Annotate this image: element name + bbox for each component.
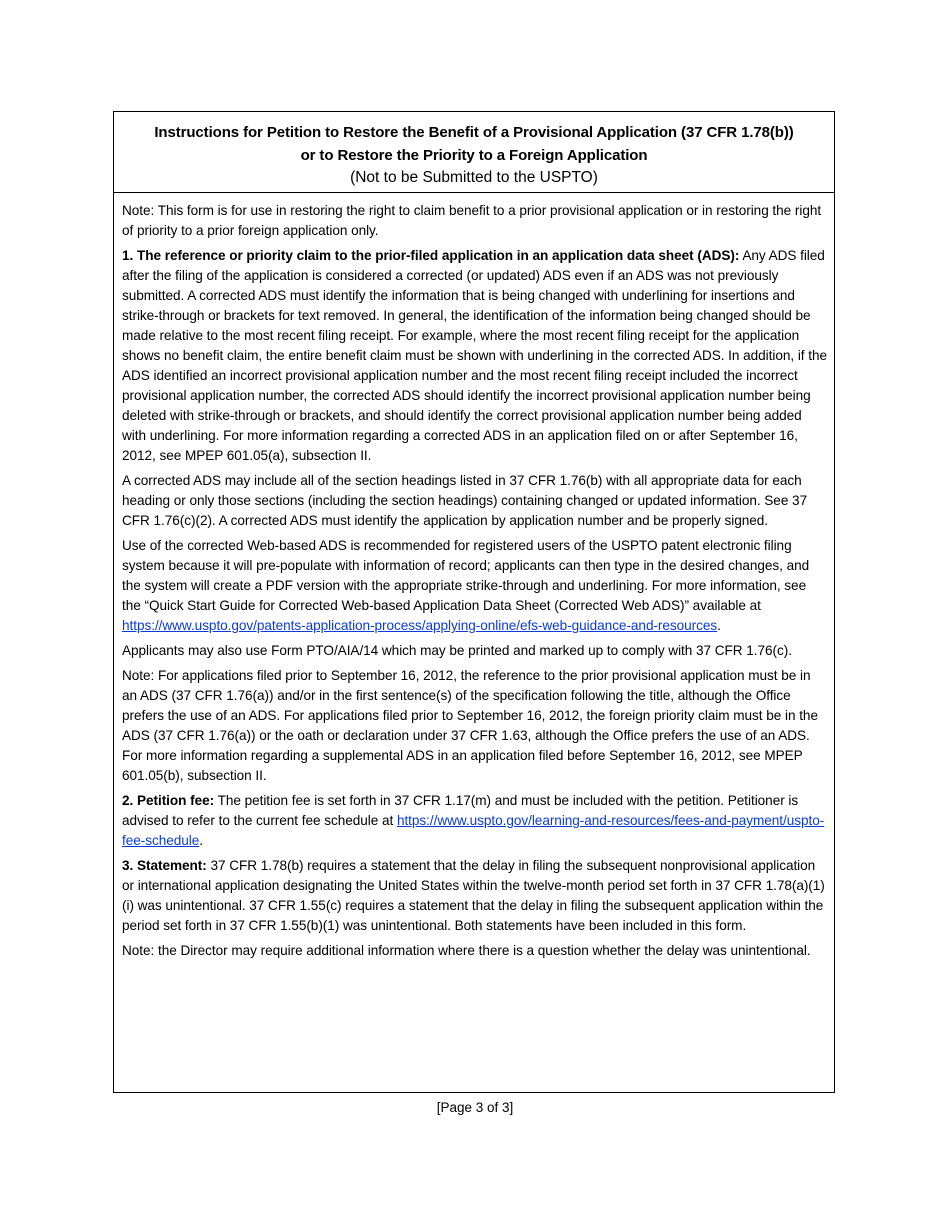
form-title-line-2: or to Restore the Priority to a Foreign Application (300, 147, 648, 164)
section-2-text: The petition fee is set forth in 37 CFR 1.17(m) and must be included with the petition. Petitioner is advised to refer to the current fee schedule at (122, 793, 799, 828)
fee-schedule-link[interactable]: https://www.uspto.gov/learning-and-resources/fees-and-payment/uspto-fee-schedule (122, 813, 825, 848)
instructions-form (113, 111, 835, 1093)
section-1-paragraph-5: Note: For applications filed prior to September 16, 2012, the reference to the prior provisional application must be in an ADS (37 CFR 1.76(a)) and/or in the first sentence(s) of the specification following the title, although the Office prefers the use of an ADS. For applications filed prior to September 16, 2012, the foreign priority claim must be in the ADS (37 CFR 1.76(a)) or the oath or declaration under 37 CFR 1.63, although the Office prefers the use of an ADS. For more information regarding a supplemental ADS in an application filed before September 16, 2012, see MPEP 601.05(b), subsection II. (122, 668, 818, 783)
section-3-paragraph (122, 856, 828, 936)
section-1-paragraph (122, 246, 828, 466)
form-subtitle: (Not to be Submitted to the USPTO) (350, 169, 598, 186)
section-1-paragraph-2: A corrected ADS may include all of the section headings listed in 37 CFR 1.76(b) with all appropriate data for each heading or only those sections (including the section headings) containing changed or updated information. See 37 CFR 1.76(c)(2). A corrected ADS must identify the application by application number and be properly signed. (122, 473, 808, 528)
section-3-heading: 3. Statement: (122, 858, 207, 873)
section-2-end: . (199, 833, 203, 848)
section-1-paragraph-3 (122, 536, 828, 636)
form-header (114, 112, 834, 193)
section-1-text: Any ADS filed after the filing of the application is considered a corrected (or updated) ADS even if an ADS was not previously submitted. A corrected ADS must identify the information that is being changed with underlining for insertions and strike-through or brackets for text removed. In general, the identification of the information being changed should be made relative to the most recent filing receipt. For example, where the most recent filing receipt for the application shows no benefit claim, the entire benefit claim must be shown with underlining in the corrected ADS. In addition, if the ADS identified an incorrect provisional application number and the most recent filing receipt included the incorrect provisional application number, the corrected ADS should identify the incorrect provisional application number being deleted with strike-through or brackets, and should identify the correct provisional application number being added with underlining. For more information regarding a corrected ADS in an application filed on or after September 16, 2012, see MPEP 601.05(a), subsection II. (122, 248, 827, 463)
section-1-paragraph-4: Applicants may also use Form PTO/AIA/14 which may be printed and marked up to comply with 37 CFR 1.76(c). (122, 643, 792, 658)
section-1-paragraph-3-end: . (717, 618, 721, 633)
section-3-text: 37 CFR 1.78(b) requires a statement that the delay in filing the subsequent nonprovisional application or international application designating the United States within the twelve-month period set forth in 37 CFR 1.78(a)(1)(i) was unintentional. 37 CFR 1.55(c) requires a statement that the delay in filing the subsequent application within the period set forth in 37 CFR 1.55(b)(1) was unintentional. Both statements have been included in this form. (122, 858, 825, 933)
section-1-paragraph-3-text: Use of the corrected Web-based ADS is recommended for registered users of the USPTO patent electronic filing system because it will pre-populate with information of record; applicants can then type in the desired changes, and the system will create a PDF version with the appropriate strike-through and underlining. For more information, see the “Quick Start Guide for Corrected Web-based Application Data Sheet (Corrected Web ADS)” available at (122, 538, 810, 613)
intro-note: Note: This form is for use in restoring the right to claim benefit to a prior provisional application or in restoring the right of priority to a prior foreign application only. (122, 203, 822, 238)
form-body (114, 193, 834, 961)
section-1-heading: 1. The reference or priority claim to the prior-filed application in an application data sheet (ADS): (122, 248, 740, 263)
page-number: [Page 3 of 3] (436, 1100, 514, 1115)
form-title-line-1: Instructions for Petition to Restore the Benefit of a Provisional Application (37 CFR 1.78(b)) (154, 124, 794, 141)
efs-web-guidance-link[interactable]: https://www.uspto.gov/patents-application-process/applying-online/efs-web-guidance-and-resources (122, 618, 718, 633)
section-2-paragraph (122, 791, 828, 851)
section-2-heading: 2. Petition fee: (122, 793, 215, 808)
final-note: Note: the Director may require additional information where there is a question whether the delay was unintentional. (122, 943, 811, 958)
